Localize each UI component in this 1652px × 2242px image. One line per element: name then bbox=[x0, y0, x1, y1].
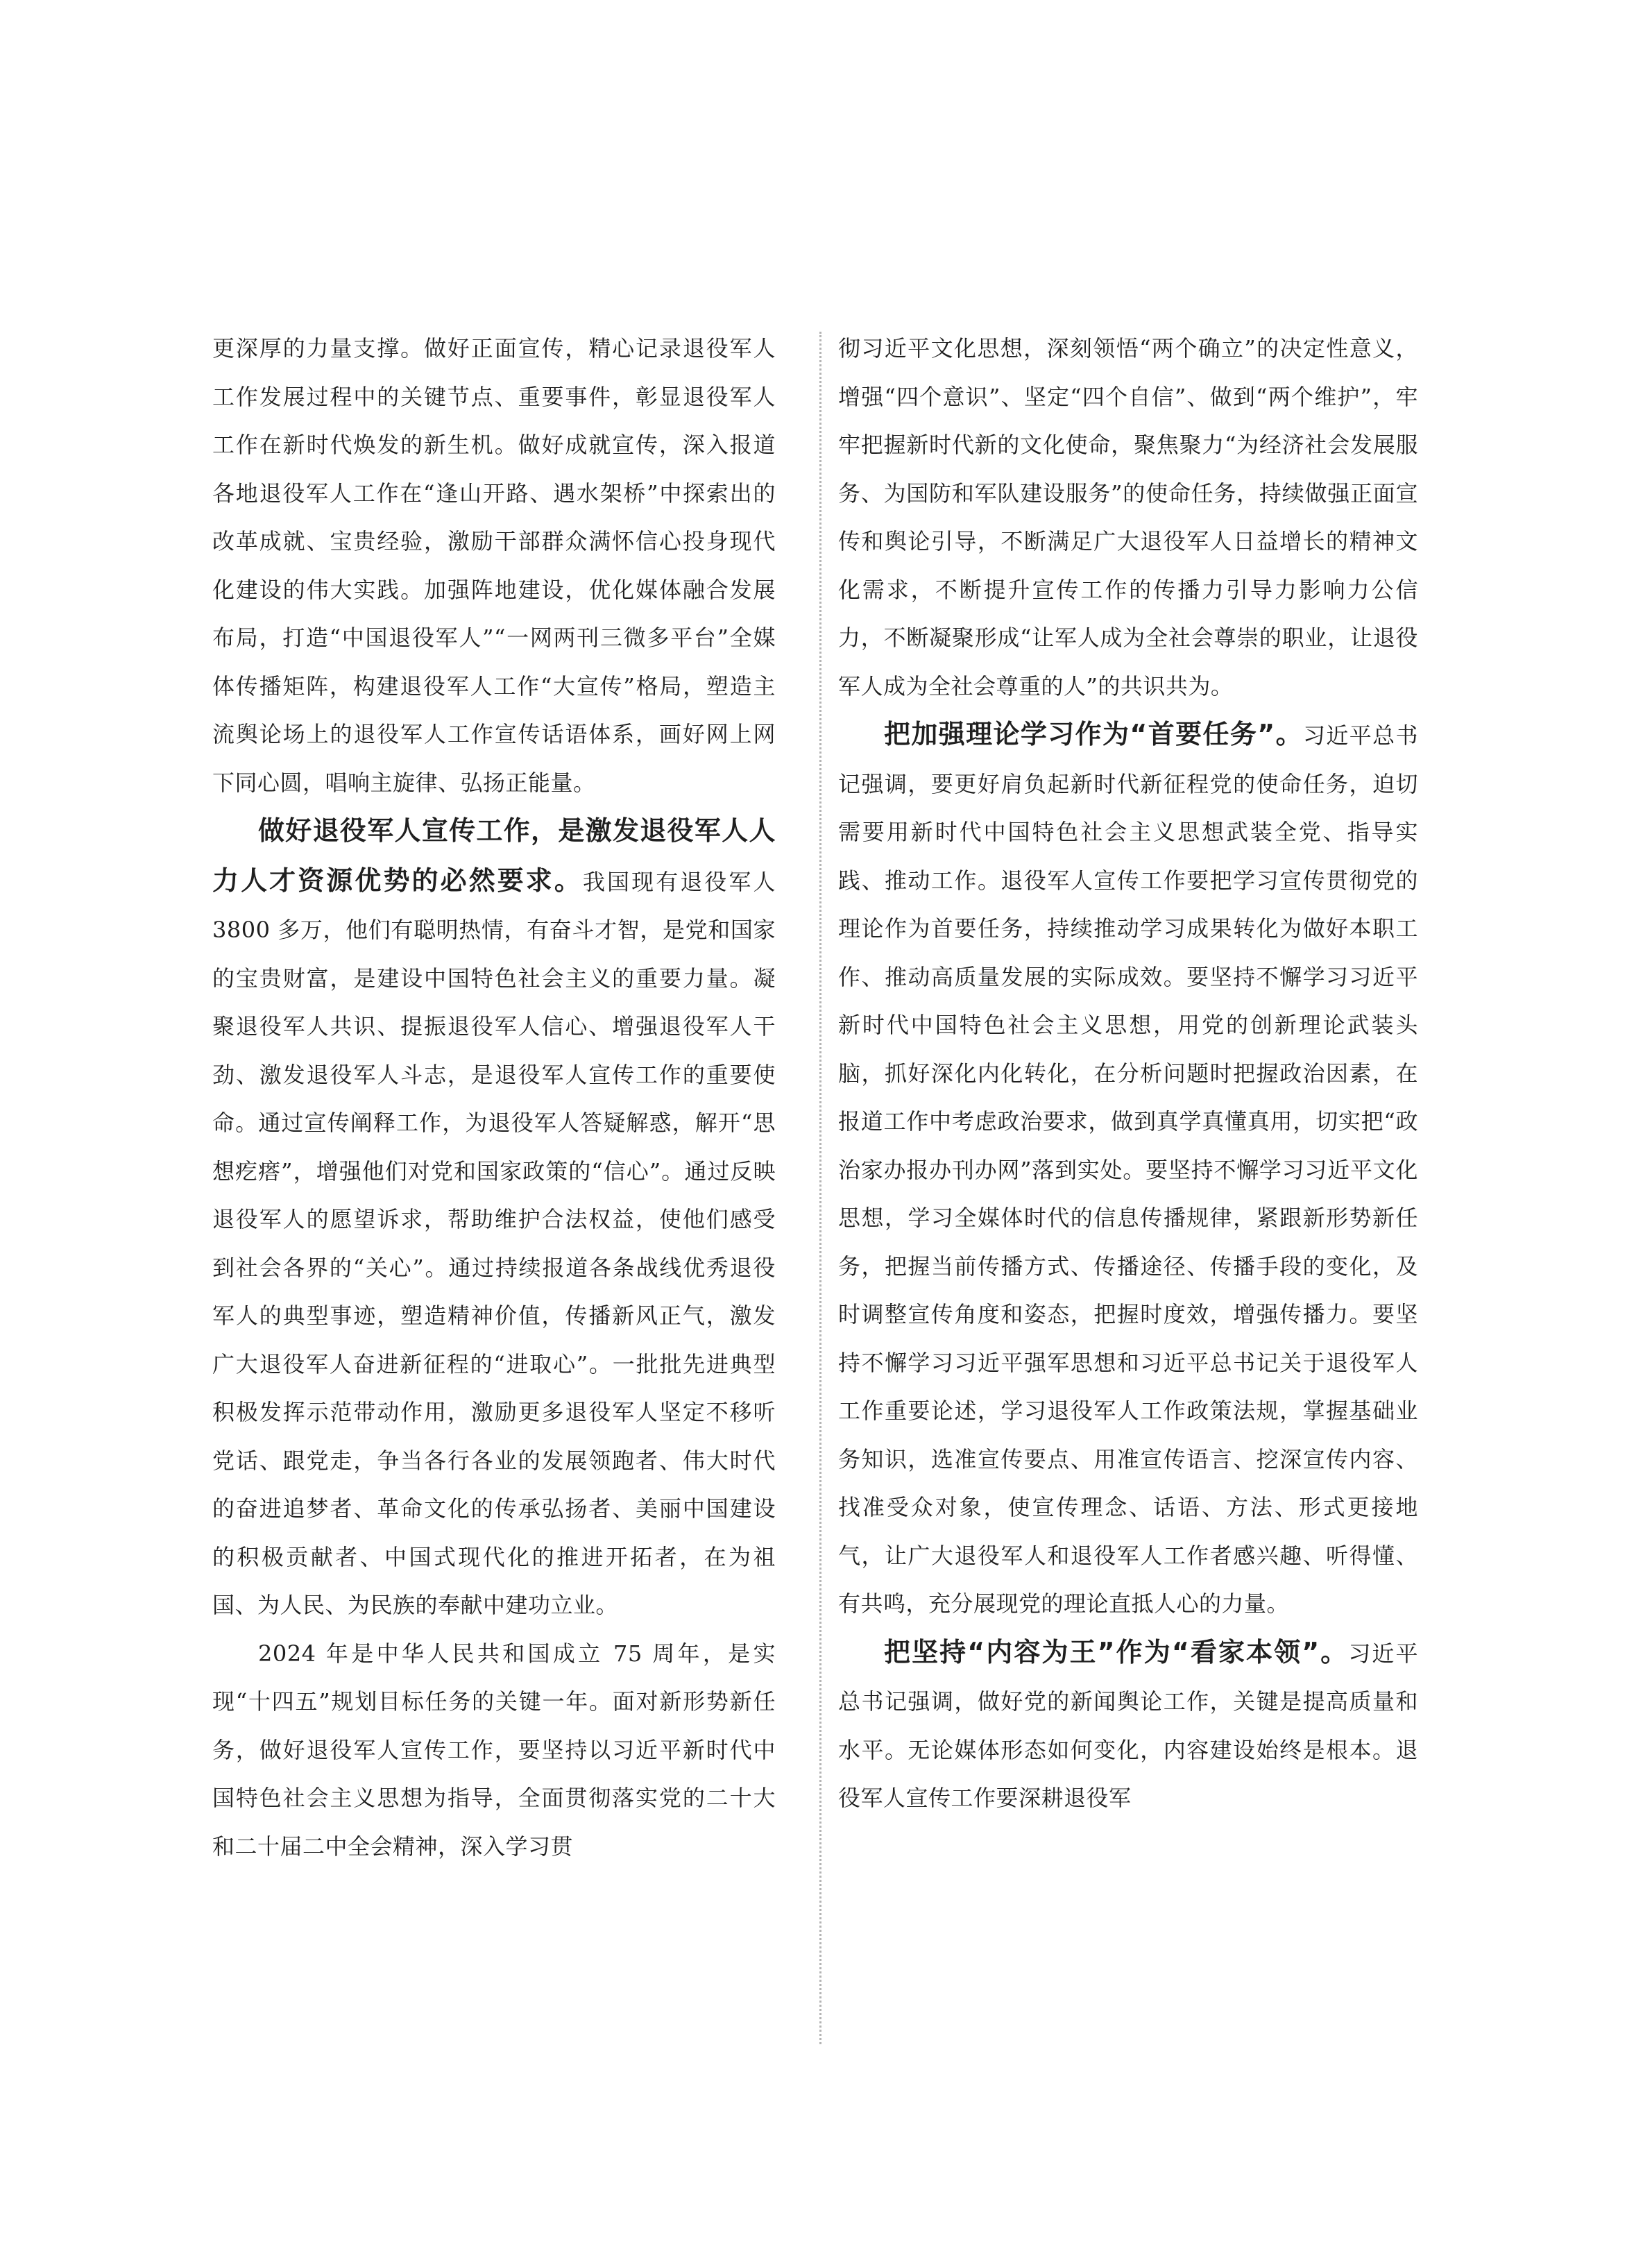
right-paragraph-3 bbox=[838, 1629, 1418, 1823]
left-paragraph-3: 2024 年是中华人民共和国成立 75 周年，是实现“十四五”规划目标任务的关键一年。面对新形势新任务，做好退役军人宣传工作，要坚持以习近平新时代中国特色社会主义思想为指导，全面贯彻落实党的二十大和二十届二中全会精神，深入学习贯 bbox=[212, 1640, 776, 1860]
right-paragraph-2-heading: 把加强理论学习作为“首要任务”。 bbox=[884, 719, 1303, 749]
right-paragraph-3-heading: 把坚持“内容为王”作为“看家本领”。 bbox=[884, 1636, 1349, 1667]
column-divider bbox=[819, 332, 821, 2044]
left-column bbox=[212, 325, 776, 1871]
right-paragraph-2-body: 习近平总书记强调，要更好肩负起新时代新征程党的使命任务，迫切需要用新时代中国特色社会主义思想武装全党、指导实践、推动工作。退役军人宣传工作要把学习宣传贯彻党的理论作为首要任务，持续推动学习成果转化为做好本职工作、推动高质量发展的实际成效。要坚持不懈学习习近平新时代中国特色社会主义思想，用党的创新理论武装头脑，抓好深化内化转化，在分析问题时把握政治因素，在报道工作中考虑政治要求，做到真学真懂真用，切实把“政治家办报办刊办网”落到实处。要坚持不懈学习习近平文化思想，学习全媒体时代的信息传播规律，紧跟新形势新任务，把握当前传播方式、传播途径、传播手段的变化，及时调整宣传角度和姿态，把握时度效，增强传播力。要坚持不懈学习习近平强军思想和习近平总书记关于退役军人工作重要论述，学习退役军人工作政策法规，掌握基础业务知识，选准宣传要点、用准宣传语言、挖深宣传内容、找准受众对象，使宣传理念、话语、方法、形式更接地气，让广大退役军人和退役军人工作者感兴趣、听得懂、有共鸣，充分展现党的理论直抵人心的力量。 bbox=[838, 722, 1418, 1617]
left-paragraph-2-heading: 做好退役军人宣传工作，是激发退役军人人力人才资源优势的必然要求。 bbox=[212, 815, 776, 896]
right-paragraph-3-body: 习近平总书记强调，做好党的新闻舆论工作，关键是提高质量和水平。无论媒体形态如何变化，内容建设始终是根本。退役军人宣传工作要深耕退役军 bbox=[838, 1640, 1418, 1811]
right-paragraph-2 bbox=[838, 711, 1418, 1629]
left-paragraph-2-body: 我国现有退役军人 3800 多万，他们有聪明热情，有奋斗才智，是党和国家的宝贵财富，是建设中国特色社会主义的重要力量。凝聚退役军人共识、提振退役军人信心、增强退役军人干劲、激发退役军人斗志，是退役军人宣传工作的重要使命。通过宣传阐释工作，为退役军人答疑解惑，解开“思想疙瘩”，增强他们对党和国家政策的“信心”。通过反映退役军人的愿望诉求，帮助维护合法权益，使他们感受到社会各界的“关心”。通过持续报道各条战线优秀退役军人的典型事迹，塑造精神价值，传播新风正气，激发广大退役军人奋进新征程的“进取心”。一批批先进典型积极发挥示范带动作用，激励更多退役军人坚定不移听党话、跟党走，争当各行各业的发展领跑者、伟大时代的奋进追梦者、革命文化的传承弘扬者、美丽中国建设的积极贡献者、中国式现代化的推进开拓者，在为祖国、为人民、为民族的奉献中建功立业。 bbox=[212, 868, 776, 1618]
right-paragraph-1: 彻习近平文化思想，深刻领悟“两个确立”的决定性意义，增强“四个意识”、坚定“四个自信”、做到“两个维护”，牢牢把握新时代新的文化使命，聚焦聚力“为经济社会发展服务、为国防和军队建设服务”的使命任务，持续做强正面宣传和舆论引导，不断满足广大退役军人日益增长的精神文化需求，不断提升宣传工作的传播力引导力影响力公信力，不断凝聚形成“让军人成为全社会尊崇的职业，让退役军人成为全社会尊重的人”的共识共为。 bbox=[838, 335, 1418, 699]
left-paragraph-1: 更深厚的力量支撑。做好正面宣传，精心记录退役军人工作发展过程中的关键节点、重要事件，彰显退役军人工作在新时代焕发的新生机。做好成就宣传，深入报道各地退役军人工作在“逢山开路、遇水架桥”中探索出的改革成就、宝贵经验，激励干部群众满怀信心投身现代化建设的伟大实践。加强阵地建设，优化媒体融合发展布局，打造“中国退役军人”“一网两刊三微多平台”全媒体传播矩阵，构建退役军人工作“大宣传”格局，塑造主流舆论场上的退役军人工作宣传话语体系，画好网上网下同心圆，唱响主旋律、弘扬正能量。 bbox=[212, 335, 776, 796]
left-paragraph-2 bbox=[212, 807, 776, 1630]
right-column bbox=[838, 325, 1418, 1823]
